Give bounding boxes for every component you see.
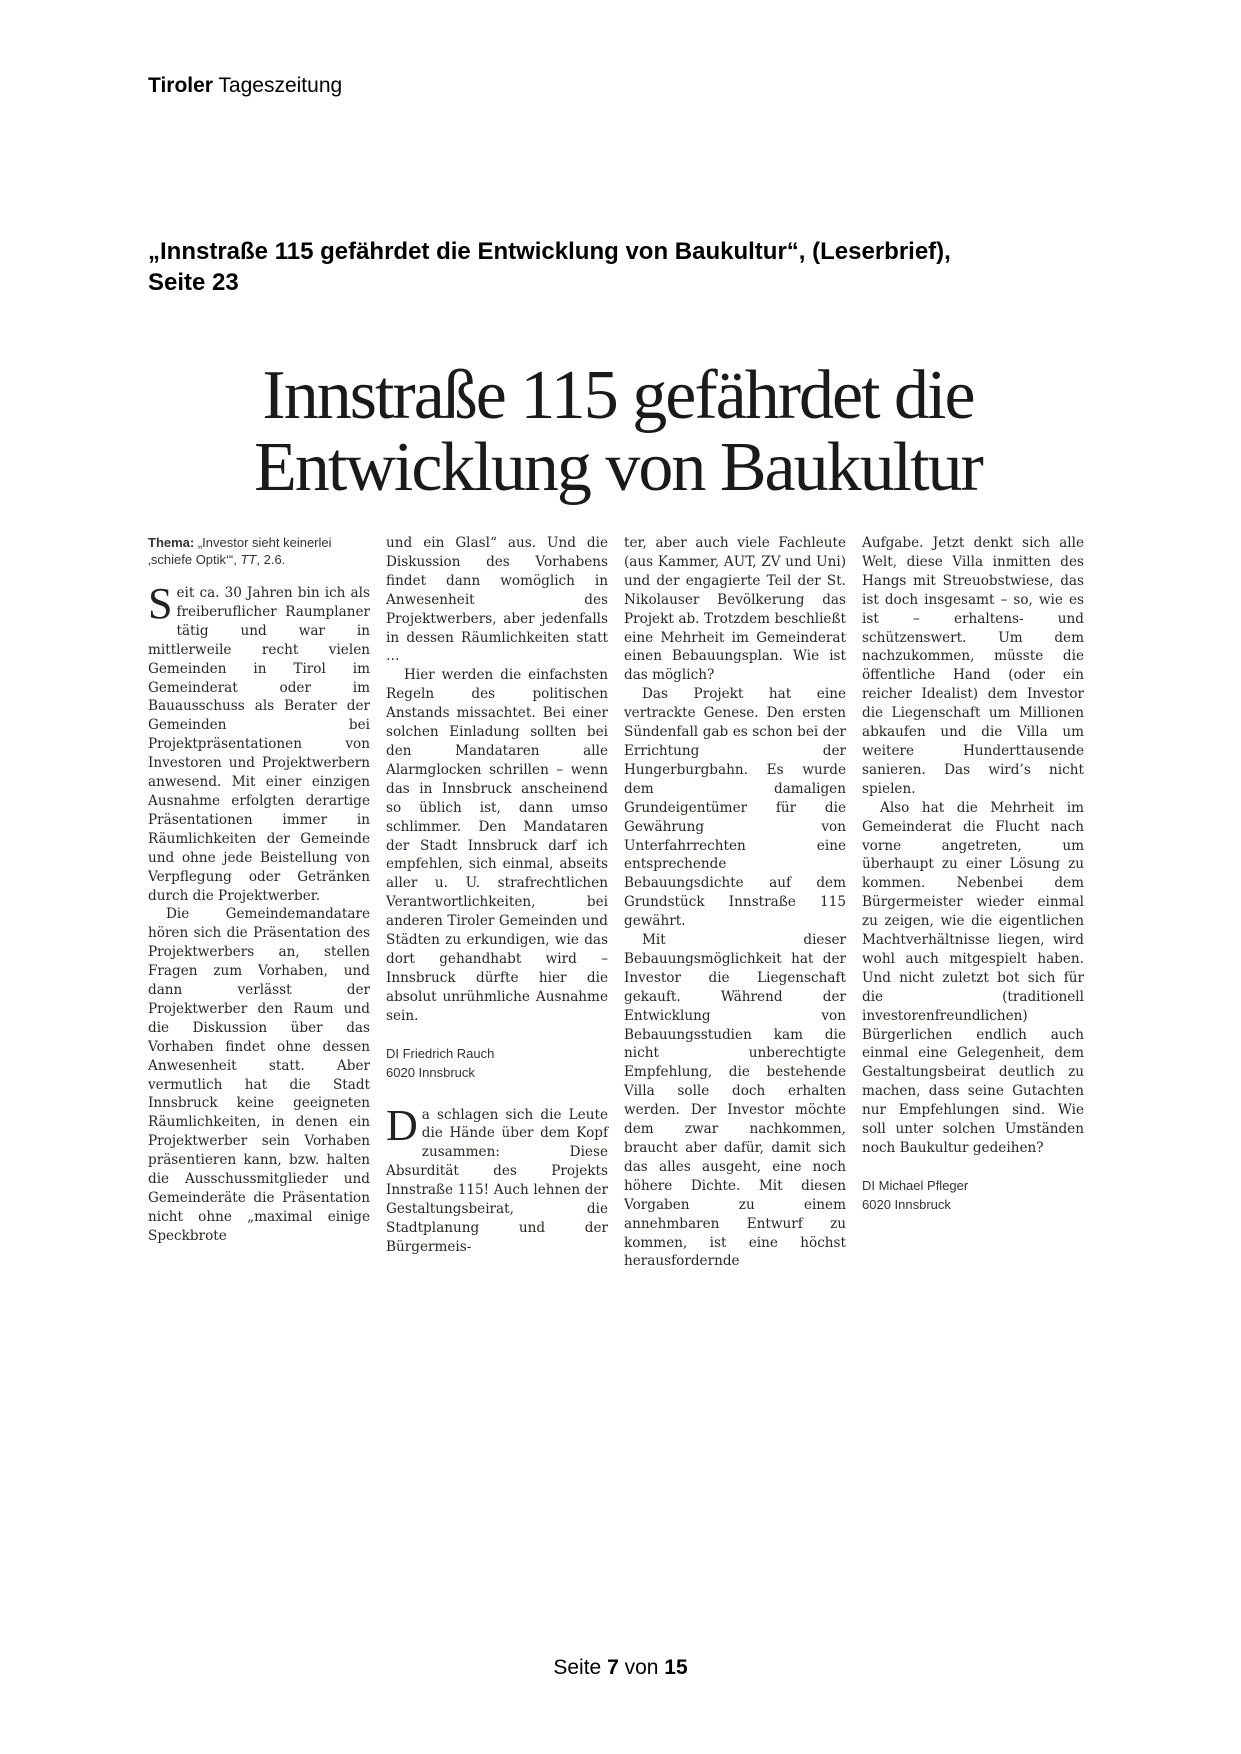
letter2-paragraph: Also hat die Mehrheit im Gemeinderat die Flucht nach vorne angetreten, um überhaupt zu einer Lösung zu kommen. Nebenbei dem Bürgermeister wieder einmal zu zeigen, wie die eigentlichen Machtverhältnisse liegen, wird wohl auch mitgespielt haben. Und nicht zuletzt bot sich für die (traditionell investorenfreundlichen) Bürgerlichen endlich auch einmal eine Gelegenheit, dem Gestaltungsbeirat deutlich zu machen, dass seine Gutachten nur Empfehlungen sind. Wie soll unter solchen Umständen noch Baukultur gedeihen?	[862, 799, 1084, 1156]
letter1-paragraph: Hier werden die einfachsten Regeln des politischen Anstands missachtet. Bei einer solchen Einladung sollten bei den Mandataren alle Alarmglocken schrillen – wenn das in Innsbruck anscheinend so üblich ist, dann umso schlimmer. Den Mandataren der Stadt Innsbruck darf ich empfehlen, sich einmal, abseits aller u. U. strafrechtlichen Verantwortlichkeiten, bei anderen Tiroler Gemeinden und Städten zu erkundigen, wie das dort gehandhabt wird – Innsbruck dürfte hier die absolut unrühmliche Ausnahme sein.	[386, 667, 608, 1024]
article-columns	[148, 534, 1088, 1271]
letter-separator	[386, 1082, 608, 1106]
article-headline	[148, 357, 1088, 506]
column-3	[624, 534, 846, 1271]
letter2-paragraph: Mit dieser Bebauungsmöglichkeit hat der Investor die Liegenschaft gekauft. Während der Entwicklung von Bebauungsstudien kam die nicht unberechtigte Empfehlung, die bestehende Villa solle doch erhalten werden. Der Investor möchte dem zwar nachkommen, braucht aber dafür, damit sich das alles ausgeht, eine noch höhere Dichte. Mit diesen Vorgaben zu einem annehmbaren Entwurf zu kommen, ist eine höchst herausfordernde	[624, 932, 846, 1270]
publication-name-rest: Tageszeitung	[212, 74, 343, 97]
letter2-city: 6020 Innsbruck	[862, 1196, 951, 1212]
letter2-p1-text: a schlagen sich die Leute die Hände über dem Kopf zusammen: Diese Absurdität des Projekts Innstraße 115! Auch lehnen der Gestaltungsbeirat, die Stadtplanung und der Bürgermeis-	[386, 1106, 608, 1255]
letter1-paragraph	[148, 579, 370, 905]
letter1-city: 6020 Innsbruck	[386, 1064, 475, 1080]
letter1-dropcap: S	[148, 579, 173, 628]
letter1-paragraph: und ein Glasl“ aus. Und die Diskussion des Vorhabens findet dann womöglich in Anwesenheit des Projektwerbers, aber jedenfalls in dessen Räumlichkeiten statt …	[386, 535, 608, 665]
page-label: Seite	[553, 1656, 608, 1679]
newspaper-clipping	[148, 357, 1088, 1271]
letter1-p1-text: eit ca. 30 Jahren bin ich als freiberuflicher Raumplaner tätig und war in mittlerweile recht vielen Gemeinden in Tirol im Gemeinderat oder im Bauausschuss als Berater der Gemeinden bei Projektpräsentationen von Investoren und Projektwerbern anwesend. Mit einer einzigen Ausnahme erfolgten derartige Präsentationen immer in Räumlichkeiten der Gemeinde und ohne jede Beistellung von Verpflegung oder Getränken durch die Projektwerber.	[148, 585, 370, 904]
letter1-author: DI Friedrich Rauch	[386, 1045, 495, 1061]
column-4	[862, 534, 1084, 1271]
topic-date: , 2.6.	[256, 552, 286, 567]
column-2	[386, 534, 608, 1271]
letter2-signature	[862, 1176, 1084, 1214]
topic-label: Thema:	[148, 535, 195, 550]
topic-reference	[148, 534, 370, 568]
publication-name	[148, 74, 342, 98]
topic-text: „Investor sieht keinerlei ‚schiefe Optik‘“,	[148, 535, 332, 567]
letter1-signature	[386, 1044, 608, 1082]
letter2-author: DI Michael Pfleger	[862, 1177, 969, 1193]
page-footer	[0, 1656, 1241, 1680]
letter2-paragraph: Aufgabe. Jetzt denkt sich alle Welt, diese Villa inmitten des Hangs mit Streuobstwiese, das ist doch insgesamt – so, wie es ist – erhaltens- und schützenswert. Um dem nachzukommen, müsste die öffentliche Hand (oder ein reicher Idealist) dem Investor die Liegenschaft um Millionen abkaufen und die Villa um weitere Hunderttausende sanieren. Das wird’s nicht spielen.	[862, 535, 1084, 797]
document-title	[148, 236, 1098, 298]
page-of-label: von	[618, 1656, 665, 1679]
letter2-dropcap: D	[386, 1100, 418, 1150]
headline-line2: Entwicklung von Baukultur	[254, 429, 982, 506]
document-title-line2: Seite 23	[148, 269, 239, 296]
letter2-paragraph: Das Projekt hat eine vertrackte Genese. Den ersten Sündenfall gab es schon bei der Errichtung der Hungerburgbahn. Es wurde dem damaligen Grundeigentümer für die Gewährung von Unterfahrrechten eine entsprechende Bebauungsdichte auf dem Grundstück Innstraße 115 gewährt.	[624, 686, 846, 930]
headline-line1: Innstraße 115 gefährdet die	[262, 357, 974, 434]
publication-name-bold: Tiroler	[148, 74, 213, 97]
column-1	[148, 534, 370, 1271]
letter2-paragraph	[386, 1100, 608, 1257]
letter2-paragraph: ter, aber auch viele Fachleute (aus Kammer, AUT, ZV und Uni) und der engagierte Teil der St. Nikolauser Bevölkerung das Projekt ab. Trotzdem beschließt eine Mehrheit im Gemeinderat einen Bebauungsplan. Wie ist das möglich?	[624, 535, 846, 684]
page-total: 15	[664, 1656, 688, 1679]
letter1-paragraph: Die Gemeindemandatare hören sich die Präsentation des Projektwerbers an, stellen Fragen zum Vorhaben, und dann verlässt der Projektwerber den Raum und die Diskussion über das Vorhaben findet ohne dessen Anwesenheit statt. Aber vermutlich hat die Stadt Innsbruck keine geeigneten Räumlichkeiten, in denen ein Projektwerber sein Vorhaben präsentieren kann, bzw. halten die Ausschussmitglieder und Gemeinderäte die Präsentation nicht ohne „maximal einige Speckbrote	[148, 906, 370, 1244]
topic-source: TT	[240, 552, 257, 567]
page-current: 7	[607, 1656, 619, 1679]
document-title-line1: „Innstraße 115 gefährdet die Entwicklung von Baukultur“, (Leserbrief),	[148, 238, 951, 265]
